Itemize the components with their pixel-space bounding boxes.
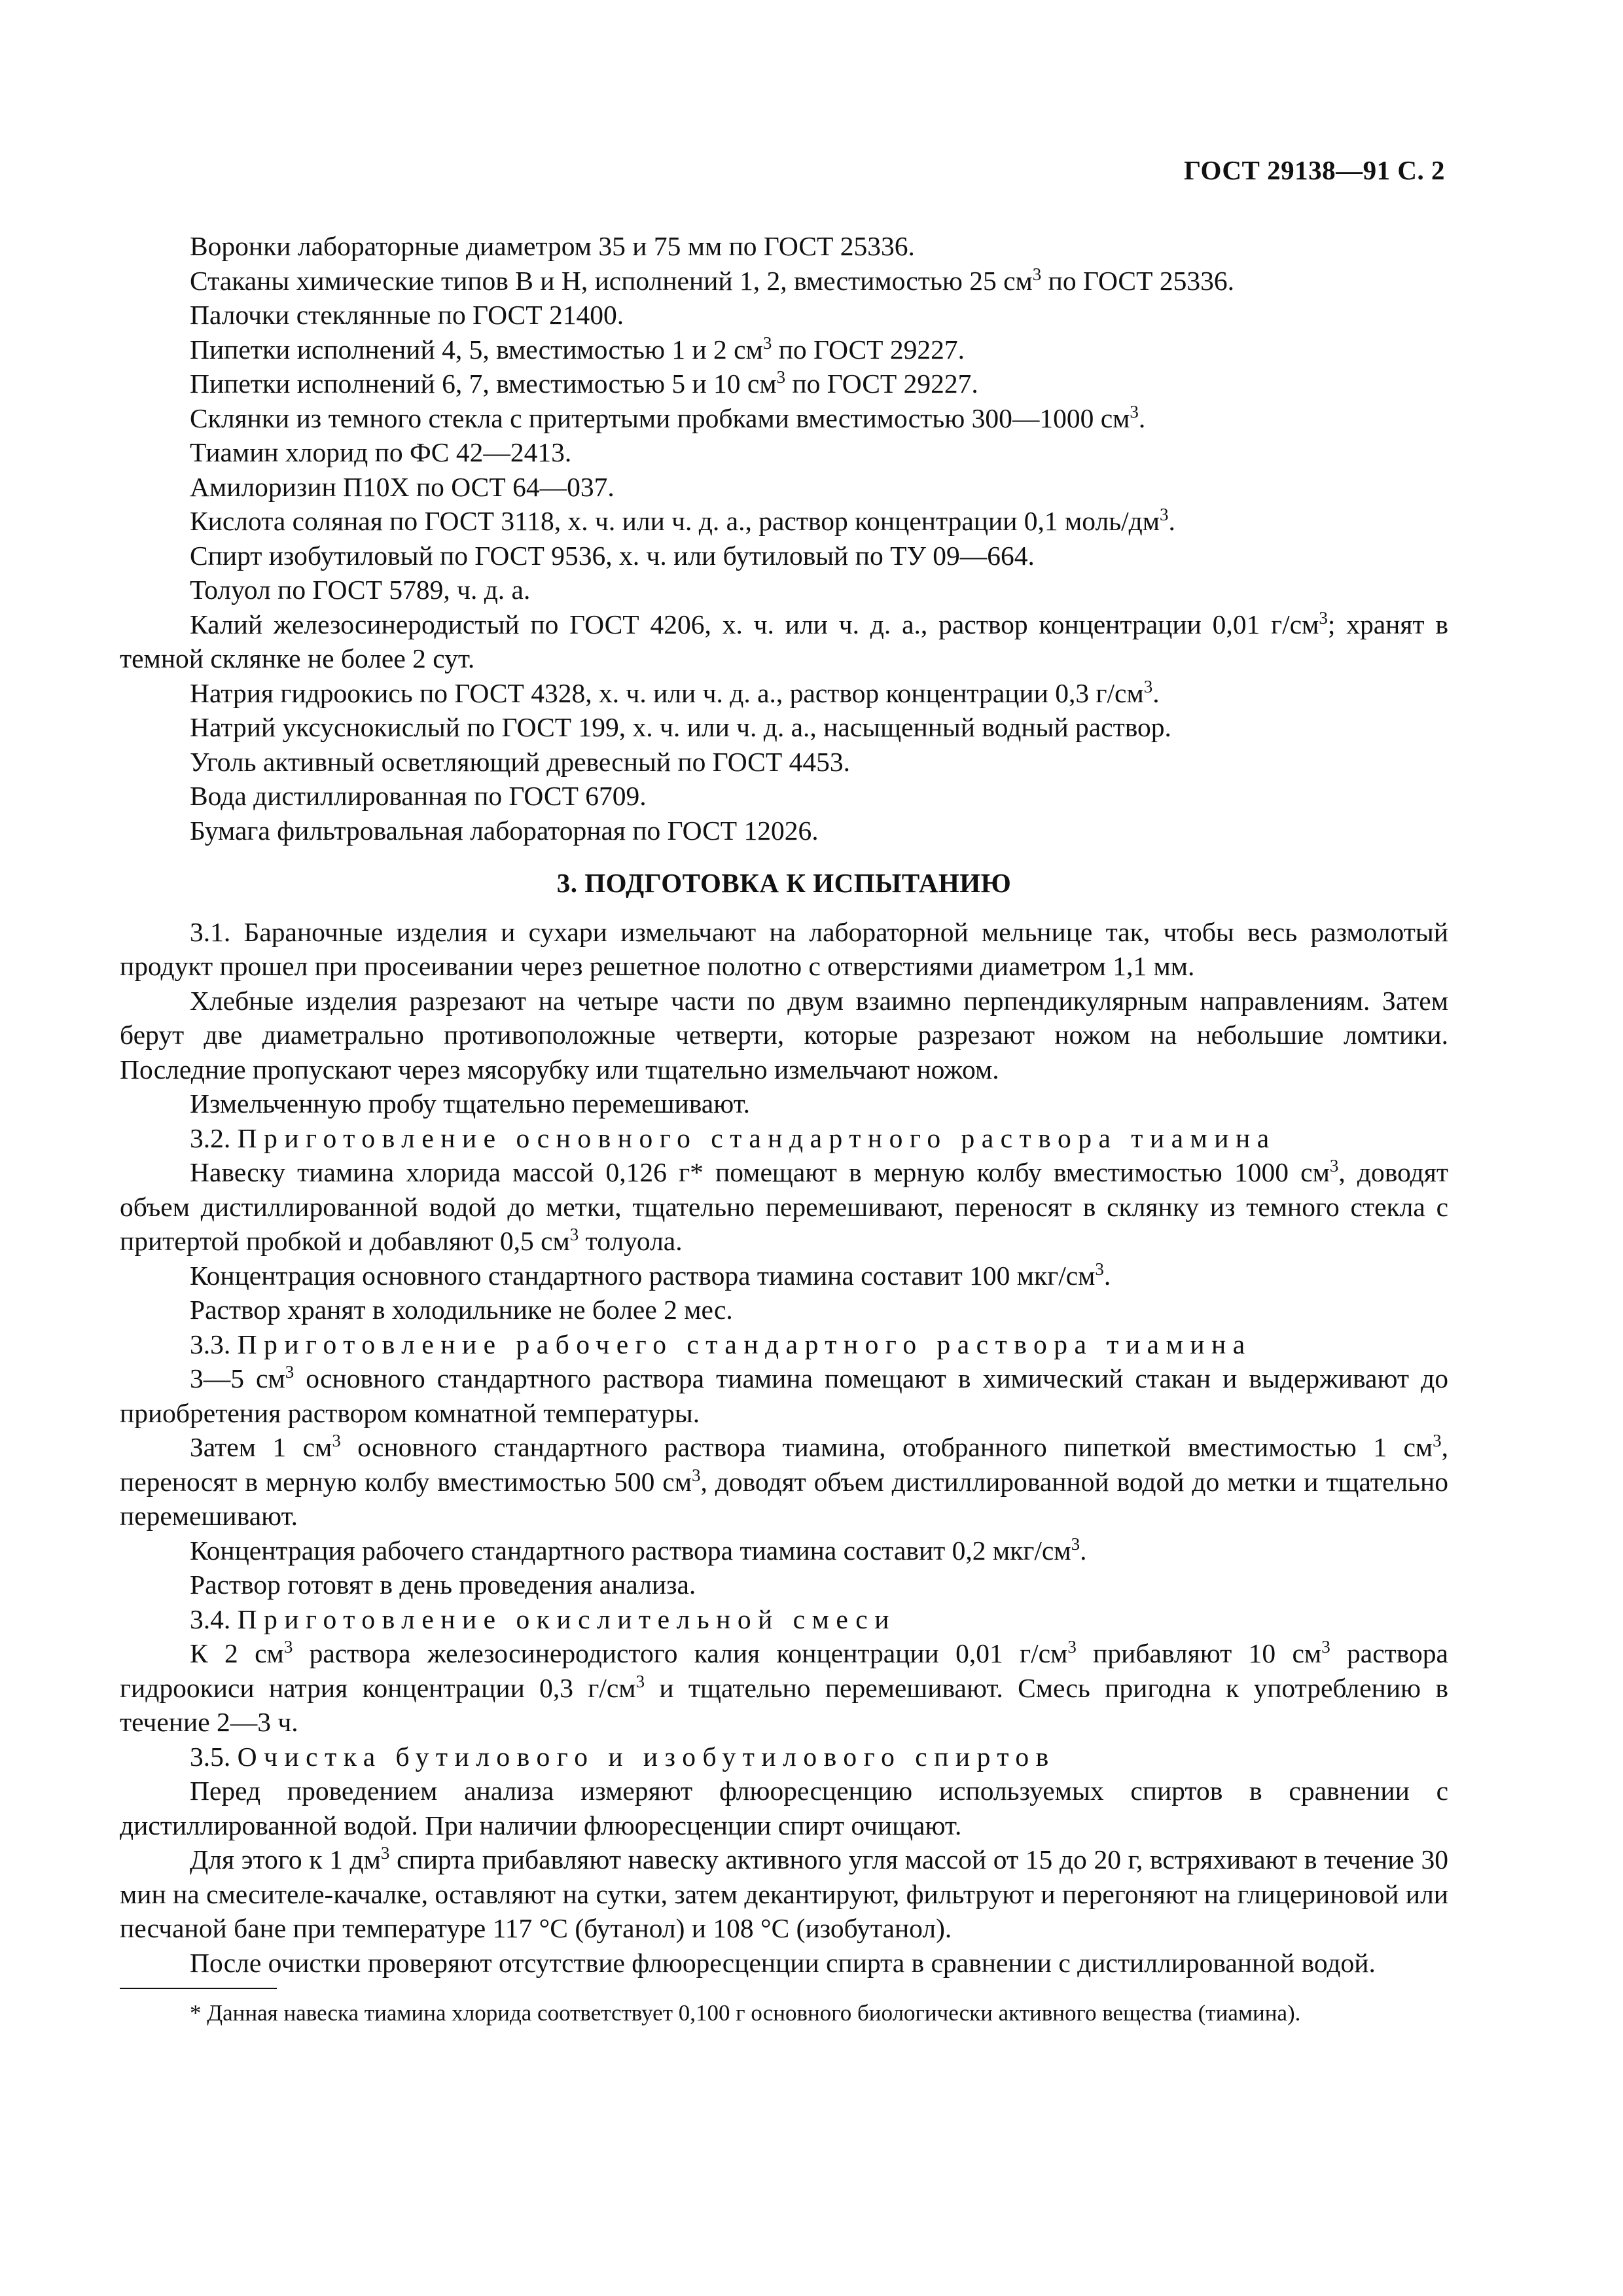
superscript: 3 (1130, 401, 1139, 422)
s31-paragraph-1: 3.1. Бараночные изделия и сухари измельчают на лабораторной мельнице так, чтобы весь размолотый продукт прошел при просеивании через решетное полотно с отверстиями диаметром 1,1 мм. (120, 916, 1448, 981)
materials-item-text-end: . (1152, 677, 1160, 708)
s33-paragraph-2 (120, 1430, 1448, 1534)
s35-paragraph-3: После очистки проверяют отсутствие флюоресценции спирта в сравнении с дистиллированной водой. (190, 1947, 1376, 1978)
s33-paragraph-1 (120, 1361, 1448, 1430)
materials-list-item (120, 573, 1448, 607)
materials-list-item (120, 539, 1448, 573)
materials-list-item (120, 814, 1448, 848)
materials-list-item (120, 779, 1448, 814)
materials-list-item (120, 745, 1448, 780)
materials-list-item (120, 332, 1448, 367)
s34-text: раствора гидроокиси натрия концентрации 0,3 г/см (120, 1638, 1448, 1703)
materials-item-text: Воронки лабораторные диаметром 35 и 75 мм по ГОСТ 25336. (190, 231, 915, 261)
s33-paragraph-3 (120, 1534, 1448, 1568)
s35-text: спирта прибавляют навеску активного угля массой от 15 до 20 г, встряхивают в течение 30 мин на смесителе-качалке, оставляют на сутки, затем декантируют, фильтруют и перегоняют на глицериновой или песчаной бане при температуре 117 °С (бутанол) и 108 °С (изобутанол). (120, 1844, 1448, 1943)
s33-text: , доводят объем дистиллированной водой до метки и тщательно перемешивают. (120, 1466, 1448, 1531)
materials-item-text: Склянки из темного стекла с притертыми пробками вместимостью 300—1000 см (190, 403, 1130, 433)
superscript: 3 (1071, 1534, 1080, 1554)
s34-heading (120, 1602, 1448, 1637)
materials-item-text: Кислота соляная по ГОСТ 3118, х. ч. или ч. д. а., раствор концентрации 0,1 моль/дм (190, 506, 1160, 536)
materials-list-item (120, 401, 1448, 436)
materials-item-text: Вода дистиллированная по ГОСТ 6709. (190, 781, 647, 811)
superscript: 3 (776, 367, 786, 387)
materials-list-item (120, 607, 1448, 676)
s33-number: 3.3. (190, 1329, 231, 1359)
materials-item-text: Толуол по ГОСТ 5789, ч. д. а. (190, 575, 531, 605)
s31-paragraph-2: Хлебные изделия разрезают на четыре части по двум взаимно перпендикулярным направлениям. Затем берут две диаметрально противоположные четверти, которые разрезают ножом на небольшие ломтики. Последние пропускают через мясорубку или тщательно измельчают ножом. (120, 985, 1448, 1085)
superscript: 3 (762, 332, 772, 353)
superscript: 3 (635, 1671, 645, 1691)
footnote-rule (120, 1988, 277, 1989)
superscript: 3 (1032, 264, 1042, 284)
superscript: 3 (285, 1362, 294, 1382)
footnote: * Данная навеска тиамина хлорида соответствует 0,100 г основного биологически активного вещества (тиамина). (190, 2000, 1301, 2026)
s33-text: . (1080, 1535, 1087, 1566)
s33-text: основного стандартного раствора тиамина, отобранного пипеткой вместимостью 1 см (340, 1432, 1433, 1462)
s35-paragraph-1: Перед проведением анализа измеряют флюоресценцию используемых спиртов в сравнении с дистиллированной водой. При наличии флюоресценции спирт очищают. (120, 1776, 1448, 1840)
s32-heading (120, 1121, 1448, 1156)
materials-item-text-end: по ГОСТ 29227. (785, 368, 978, 399)
materials-item-text: Палочки стеклянные по ГОСТ 21400. (190, 300, 624, 330)
materials-item-text-end: по ГОСТ 25336. (1041, 265, 1234, 296)
s35-text: Для этого к 1 дм (190, 1844, 381, 1874)
materials-list-item (120, 470, 1448, 505)
materials-item-text: Амилоризин П10Х по ОСТ 64—037. (190, 471, 615, 502)
s34-text: и тщательно перемешивают. Смесь пригодна к употреблению в течение 2—3 ч. (120, 1672, 1448, 1737)
page-header: ГОСТ 29138—91 С. 2 (1183, 155, 1445, 185)
s32-paragraph-2 (120, 1259, 1448, 1293)
materials-item-text: Пипетки исполнений 6, 7, вместимостью 5 и 10 см (190, 368, 777, 399)
s35-paragraph-2 (120, 1842, 1448, 1946)
superscript: 3 (1319, 607, 1328, 628)
materials-item-text: Натрия гидроокись по ГОСТ 4328, х. ч. или ч. д. а., раствор концентрации 0,3 г/см (190, 677, 1144, 708)
s33-text: 3—5 см (190, 1363, 285, 1393)
materials-item-text: Спирт изобутиловый по ГОСТ 9536, х. ч. или бутиловый по ТУ 09—664. (190, 540, 1035, 571)
materials-list-item (120, 676, 1448, 711)
materials-item-text: Калий железосинеродистый по ГОСТ 4206, х. ч. или ч. д. а., раствор концентрации 0,01 г/см (190, 609, 1319, 639)
s33-title: Приготовление рабочего стандартного раствора тиамина (237, 1329, 1252, 1359)
materials-list (120, 229, 1448, 848)
materials-item-text-end: . (1168, 506, 1175, 536)
superscript: 3 (1433, 1431, 1442, 1451)
materials-item-text: Бумага фильтровальная лабораторная по ГОСТ 12026. (190, 815, 819, 846)
s32-text: толуола. (579, 1226, 683, 1256)
s33-text: основного стандартного раствора тиамина помещают в химический стакан и выдерживают до приобретения раствором комнатной температуры. (120, 1363, 1448, 1428)
s32-paragraph-3: Раствор хранят в холодильнике не более 2 мес. (190, 1295, 733, 1325)
s32-number: 3.2. (190, 1122, 231, 1153)
materials-item-text-end: . (1138, 403, 1146, 433)
s34-text: раствора железосинеродистого калия концентрации 0,01 г/см (293, 1638, 1068, 1668)
materials-item-text: Пипетки исполнений 4, 5, вместимостью 1 и 2 см (190, 334, 763, 365)
s32-text: Навеску тиамина хлорида массой 0,126 г* помещают в мерную колбу вместимостью 1000 см (190, 1157, 1330, 1187)
materials-item-text: Натрий уксуснокислый по ГОСТ 199, х. ч. или ч. д. а., насыщенный водный раствор. (190, 712, 1171, 742)
materials-item-text: Уголь активный осветляющий древесный по ГОСТ 4453. (190, 746, 850, 777)
s32-text: , доводят объем дистиллированной водой до метки, тщательно перемешивают, переносят в склянку из темного стекла с притертой пробкой и добавляют 0,5 см (120, 1157, 1449, 1256)
section-title: 3. ПОДГОТОВКА К ИСПЫТАНИЮ (556, 868, 1012, 898)
s33-text: Концентрация рабочего стандартного раствора тиамина составит 0,2 мкг/см (190, 1535, 1071, 1566)
superscript: 3 (569, 1225, 579, 1245)
s34-paragraph-1 (120, 1636, 1448, 1740)
s32-text: Концентрация основного стандартного раствора тиамина составит 100 мкг/см (190, 1260, 1096, 1291)
superscript: 3 (1329, 1156, 1339, 1176)
materials-item-text: Стаканы химические типов В и Н, исполнений 1, 2, вместимостью 25 см (190, 265, 1033, 296)
materials-item-text-end: ; хранят в темной склянке не более 2 сут. (120, 609, 1448, 673)
materials-list-item (120, 504, 1448, 539)
s35-heading (120, 1740, 1448, 1774)
s32-title: Приготовление основного стандартного раствора тиамина (237, 1122, 1276, 1153)
s34-number: 3.4. (190, 1604, 231, 1634)
s32-paragraph-1 (120, 1155, 1448, 1259)
superscript: 3 (1321, 1637, 1330, 1657)
document-body (120, 229, 1448, 2028)
s34-text: К 2 см (190, 1638, 284, 1668)
superscript: 3 (1143, 676, 1153, 696)
materials-list-item (120, 264, 1448, 298)
materials-list-item (120, 229, 1448, 264)
s33-text: Затем 1 см (190, 1432, 332, 1462)
superscript: 3 (1095, 1259, 1104, 1279)
materials-list-item (120, 367, 1448, 401)
materials-list-item (120, 298, 1448, 332)
superscript: 3 (1067, 1637, 1077, 1657)
s32-text: . (1103, 1260, 1111, 1291)
materials-item-text: Тиамин хлорид по ФС 42—2413. (190, 437, 572, 467)
s33-paragraph-4: Раствор готовят в день проведения анализа. (190, 1570, 696, 1600)
s34-title: Приготовление окислительной смеси (237, 1604, 896, 1634)
superscript: 3 (691, 1465, 701, 1485)
materials-list-item (120, 710, 1448, 745)
materials-list-item (120, 435, 1448, 470)
superscript: 3 (332, 1431, 341, 1451)
s35-number: 3.5. (190, 1741, 231, 1772)
superscript: 3 (1160, 505, 1169, 525)
superscript: 3 (380, 1843, 390, 1863)
s34-text: прибавляют 10 см (1076, 1638, 1322, 1668)
materials-item-text-end: по ГОСТ 29227. (772, 334, 965, 365)
superscript: 3 (283, 1637, 293, 1657)
s31-paragraph-3: Измельченную пробу тщательно перемешивают. (190, 1088, 751, 1119)
s33-text: , переносят в мерную колбу вместимостью 500 см (120, 1432, 1448, 1497)
s33-heading (120, 1327, 1448, 1362)
s35-title: Очистка бутилового и изобутилового спиртов (237, 1741, 1056, 1772)
